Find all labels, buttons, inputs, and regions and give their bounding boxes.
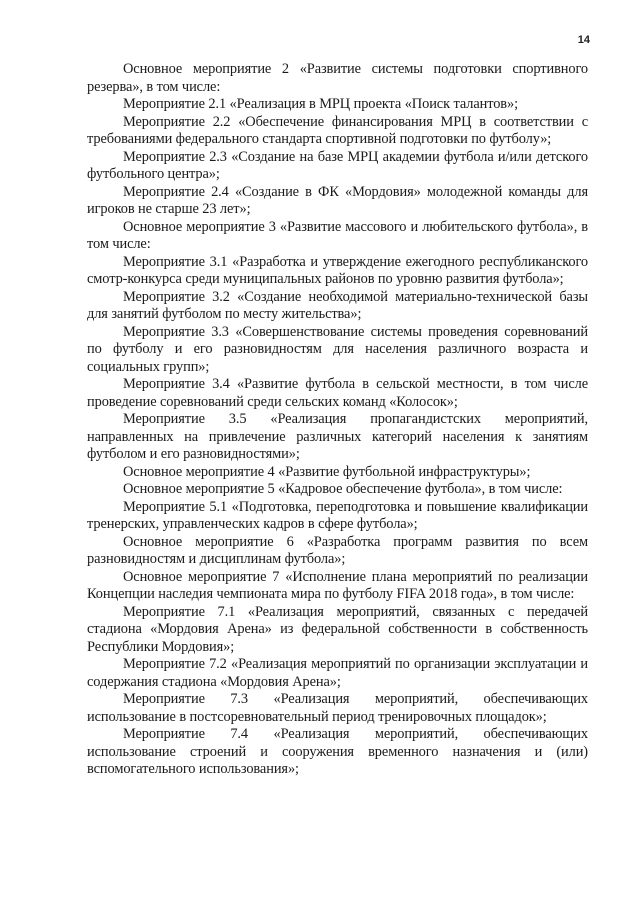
paragraph-main-activity-4: Основное мероприятие 4 «Развитие футбольной инфраструктуры»;	[123, 463, 531, 480]
paragraph-activity-3-1: Мероприятие 3.1 «Разработка и утверждение ежегодного республиканского смотр-конкурса среди муниципальных районов по уровню развития футбола»;	[87, 253, 588, 287]
paragraph-activity-7-4: Мероприятие 7.4 «Реализация мероприятий, обеспечивающих использование строений и сооружения временного назначения и (или) вспомогательного использования»;	[87, 726, 588, 777]
paragraph-activity-2-1: Мероприятие 2.1 «Реализация в МРЦ проекта «Поиск талантов»;	[123, 96, 519, 112]
paragraph-activity-2-3: Мероприятие 2.3 «Создание на базе МРЦ академии футбола и/или детского футбольного центра»;	[87, 148, 588, 182]
paragraph-activity-2-2: Мероприятие 2.2 «Обеспечение финансирования МРЦ в соответствии с требованиями федерального стандарта спортивной подготовки по футболу»;	[87, 113, 588, 147]
document-body	[87, 61, 588, 779]
page-number: 14	[577, 34, 590, 46]
paragraph-main-activity-2: Основное мероприятие 2 «Развитие системы подготовки спортивного резерва», в том числе:	[87, 61, 588, 95]
paragraph-main-activity-6: Основное мероприятие 6 «Разработка программ развития по всем разновидностям и дисциплинам футбола»;	[87, 533, 588, 567]
paragraph-activity-5-1: Мероприятие 5.1 «Подготовка, переподготовка и повышение квалификации тренерских, управленческих кадров в сфере футбола»;	[87, 498, 588, 532]
paragraph-activity-7-3: Мероприятие 7.3 «Реализация мероприятий, обеспечивающих использование в постсоревновательный период тренировочных площадок»;	[87, 691, 588, 725]
paragraph-activity-3-3: Мероприятие 3.3 «Совершенствование системы проведения соревнований по футболу и его разновидностям для населения различного возраста и социальных групп»;	[87, 323, 588, 375]
paragraph-activity-7-1: Мероприятие 7.1 «Реализация мероприятий, связанных с передачей стадиона «Мордовия Арена» из федеральной собственности в собственность Республики Мордовия»;	[87, 603, 588, 655]
paragraph-activity-3-4: Мероприятие 3.4 «Развитие футбола в сельской местности, в том числе проведение соревнований среди сельских команд «Колосок»;	[87, 376, 588, 410]
paragraph-main-activity-7: Основное мероприятие 7 «Исполнение плана мероприятий по реализации Концепции наследия чемпионата мира по футболу FIFA 2018 года», в том числе:	[87, 568, 588, 602]
paragraph-activity-7-2: Мероприятие 7.2 «Реализация мероприятий по организации эксплуатации и содержания стадиона «Мордовия Арена»;	[87, 656, 588, 690]
paragraph-activity-3-2: Мероприятие 3.2 «Создание необходимой материально-технической базы для занятий футболом по месту жительства»;	[87, 288, 588, 322]
paragraph-activity-2-4: Мероприятие 2.4 «Создание в ФК «Мордовия» молодежной команды для игроков не старше 23 лет»;	[87, 183, 588, 217]
paragraph-main-activity-5: Основное мероприятие 5 «Кадровое обеспечение футбола», в том числе:	[123, 481, 563, 497]
paragraph-main-activity-3: Основное мероприятие 3 «Развитие массового и любительского футбола», в том числе:	[87, 218, 588, 252]
paragraph-activity-3-5: Мероприятие 3.5 «Реализация пропагандистских мероприятий, направленных на привлечение различных категорий населения к занятиям футболом и его разновидностями»;	[87, 411, 588, 462]
